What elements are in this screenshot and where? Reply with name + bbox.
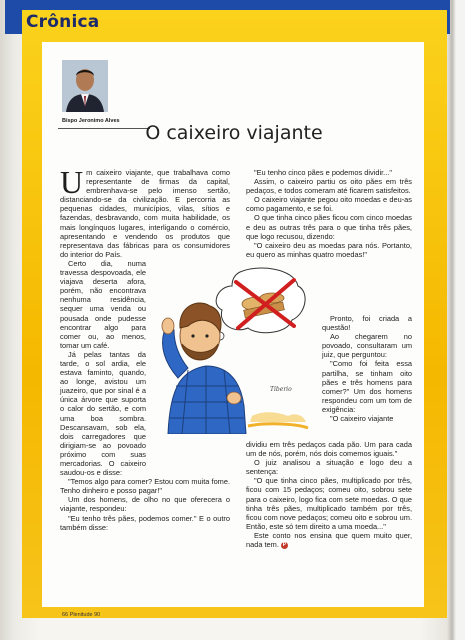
right-column-top [246, 168, 412, 259]
paragraph: "Temos algo para comer? Estou com muita fome. Tenho dinheiro e posso pagar!" [60, 477, 230, 496]
section-title: Crônica [26, 12, 100, 32]
paragraph: "O que tinha cinco pães, multiplicado por três, ficou com 15 pedaços; comeu oito, sobrou sete para o caixeiro, logo fica com sete moedas. O que tinha três pães, multiplicado também por três, ficou com nove pedaços; comeu oito e sobrou um. Então, este só tem direito a uma moeda..." [246, 476, 412, 531]
illustration [148, 266, 310, 434]
paragraph: O caixeiro viajante pegou oito moedas e deu-as como pagamento, e se foi. [246, 195, 412, 214]
paragraph-text: Este conto nos ensina que quem muito quer, nada tem. [246, 530, 412, 550]
paragraph: Ao chegarem no povoado, consultaram um juiz, que perguntou: [322, 332, 412, 360]
paragraph: "Eu tenho cinco pães e podemos dividir..." [254, 168, 392, 177]
page-footer: 66 Plenitude 90 [62, 612, 101, 618]
paragraph [246, 531, 412, 549]
illustration-signature: Tiberio [270, 386, 292, 393]
paragraph: Certo dia, numa travessa despovoada, ele viajava deserta afora, porém, não encontrava nenhuma residência, sequer uma venda ou pousada onde pudesse encontrar algo para comer ou, ao menos, tomar um café. [60, 258, 146, 350]
end-mark-icon: P [282, 541, 287, 548]
paragraph: Assim, o caixeiro partiu os oito pães em três pedaços, e todos comeram até ficarem satisfeitos. [246, 177, 412, 196]
paragraph: Um dos homens, de olho no que oferecera o viajante, respondeu: [60, 495, 230, 514]
author-name: Bispo Jeronimo Alves [62, 118, 120, 124]
paragraph: "Como foi feita essa partilha, se tinham oito pães e três homens para comer?" Um dos homens respondeu com um tom de exigência: [322, 359, 412, 414]
paragraph: O juiz analisou a situação e logo deu a sentença: [246, 458, 412, 477]
paragraph: dividiu em três pedaços cada pão. Um para cada um de nós, porém, nós dois comemos iguais." [246, 440, 412, 459]
paragraph-text: m caixeiro viajante, que trabalhava como representante de firmas da capital, embrenhava-se pelo imenso sertão, distanciando-se da civilização. E percorria as pequenas cidades, municípios, vilas, sítios e fazendas, desbravando, com muita habilidade, os mais longínquos lugares, interligando o comércio, apresentando e vendendo os produtos que representava das fábricas para os consumidores do interior do País. [60, 168, 230, 259]
paragraph [60, 164, 230, 259]
author-photo [62, 60, 108, 112]
right-column-bottom [246, 440, 412, 549]
paragraph: "O caixeiro deu as moedas para nós. Portanto, eu quero as minhas quatro moedas!" [246, 240, 412, 259]
paragraph: O que tinha cinco pães ficou com cinco moedas e deu as outras três para o que tinha três pães, que logo recusou, dizendo: [246, 213, 412, 241]
paragraph: "O caixeiro viajante [330, 414, 394, 424]
paragraph: "Eu tenho três pães, podemos comer." E o outro também disse: [60, 513, 230, 532]
drop-cap: U [60, 164, 84, 200]
paragraph: Já pelas tantas da tarde, o sol ardia, ele estava faminto, quando, ao longe, avistou um juazeiro, que por sinal é a única árvore que suporta o calor do sertão, e com uma boa sombra. Descansavam, sob ela, dois carregadores que dirigiam-se ao povoado próximo com suas mercadorias. O caixeiro saudou-os e disse: [60, 349, 146, 478]
right-column-narrow [322, 314, 412, 423]
article-title: O caixeiro viajante [145, 122, 323, 144]
paragraph: Pronto, foi criada a questão! [322, 314, 412, 333]
